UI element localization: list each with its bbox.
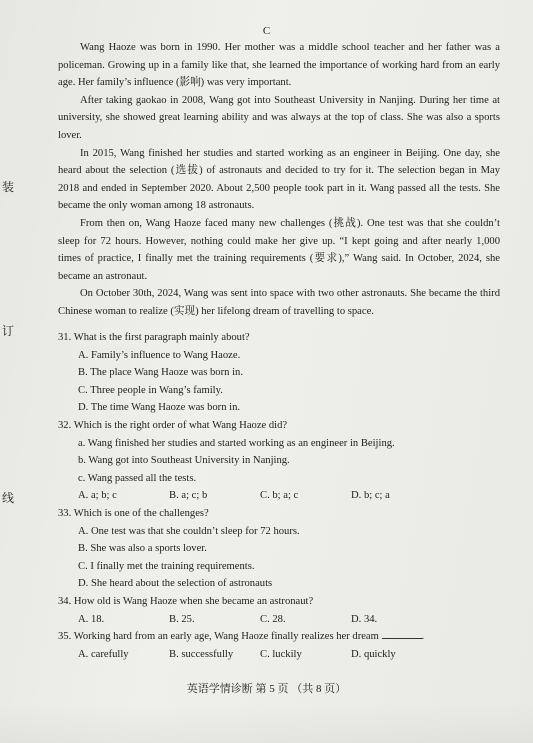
question-32-item: a. Wang finished her studies and started working as an engineer in Beijing.: [78, 437, 395, 449]
question-list: [58, 329, 500, 663]
question-32-item: c. Wang passed all the tests.: [78, 472, 197, 484]
question-34-option: B. 25.: [169, 613, 195, 625]
question-34-options: [78, 611, 500, 629]
passage-paragraph: After taking gaokao in 2008, Wang got into Southeast University in Nanjing. During her time at university, she showed great learning ability and was always at the top of class. She was also a sports lover.: [58, 94, 500, 141]
question-33-option: C. I finally met the training requirements.: [78, 560, 255, 572]
question-34-stem: 34. How old is Wang Haoze when she became an astronaut?: [58, 595, 314, 607]
passage-paragraph: From then on, Wang Haoze faced many new challenges (挑战). One test was that she couldn’t sleep for 72 hours. However, nothing could make her give up. “I kept going and after nearly 1,000 times of practice, I finally met the training requirements (要求),” Wang said. In October, 2024, she became an astronaut.: [58, 217, 500, 282]
binding-mark-zhuang: 装: [2, 180, 15, 194]
question-35-option: A. carefully: [78, 648, 129, 660]
question-33-stem: 33. Which is one of the challenges?: [58, 507, 209, 519]
page-shadow: [0, 703, 533, 743]
question-33-option: D. She heard about the selection of astronauts: [78, 578, 273, 590]
passage-paragraph: On October 30th, 2024, Wang was sent into space with two other astronauts. She became the third Chinese woman to realize (实现) her lifelong dream of travelling to space.: [58, 288, 500, 317]
question-35-option: D. quickly: [351, 648, 396, 660]
question-32-option: D. b; c; a: [351, 490, 390, 502]
question-35-option: C. luckily: [260, 648, 302, 660]
question-33-option: B. She was also a sports lover.: [78, 543, 207, 555]
question-32-item: b. Wang got into Southeast University in Nanjing.: [78, 455, 290, 467]
question-32-stem: 32. Which is the right order of what Wang Haoze did?: [58, 419, 288, 431]
question-31-option: B. The place Wang Haoze was born in.: [78, 367, 243, 379]
reading-passage: [58, 39, 500, 321]
question-32-option: A. a; b; c: [78, 490, 117, 502]
page-footer: 英语学情诊断 第 5 页 （共 8 页）: [186, 683, 347, 695]
question-35-option: B. successfully: [169, 648, 234, 660]
question-35-options: [78, 646, 500, 664]
question-32-option: B. a; c; b: [169, 490, 208, 502]
question-34-option: A. 18.: [78, 613, 105, 625]
passage-paragraph: Wang Haoze was born in 1990. Her mother was a middle school teacher and her father was a policeman. Growing up in a family like that, she learned the importance of working hard from an early age. Her family’s influence (影响) was very important.: [58, 42, 500, 89]
question-31-option: C. Three people in Wang’s family.: [78, 384, 223, 396]
passage-paragraph: In 2015, Wang finished her studies and started working as an engineer in Beijing. One day, she heard about the selection (选拔) of astronauts and decided to try for it. The selection began in May 2018 and ended in September 2020. About 2,500 people took part in it. Wang passed all the tests. She became the only woman among 18 astronauts.: [58, 147, 500, 212]
question-32-option: C. b; a; c: [260, 490, 299, 502]
binding-mark-xian: 线: [2, 491, 15, 505]
question-35-stem: [58, 628, 500, 646]
answer-blank: [382, 628, 422, 639]
question-34-option: D. 34.: [351, 613, 378, 625]
question-31-option: D. The time Wang Haoze was born in.: [78, 402, 241, 414]
binding-mark-ding: 订: [2, 324, 15, 338]
question-33-option: A. One test was that she couldn’t sleep for 72 hours.: [78, 525, 300, 537]
question-34-option: C. 28.: [260, 613, 286, 625]
question-35-stem-end: .: [421, 631, 425, 643]
question-32-options: [78, 487, 500, 505]
question-31-stem: 31. What is the first paragraph mainly about?: [58, 332, 250, 343]
question-31-option: A. Family’s influence to Wang Haoze.: [78, 349, 241, 361]
section-letter: C: [262, 25, 271, 37]
question-35-stem-text: 35. Working hard from an early age, Wang Haoze finally realizes her dream: [58, 631, 379, 643]
